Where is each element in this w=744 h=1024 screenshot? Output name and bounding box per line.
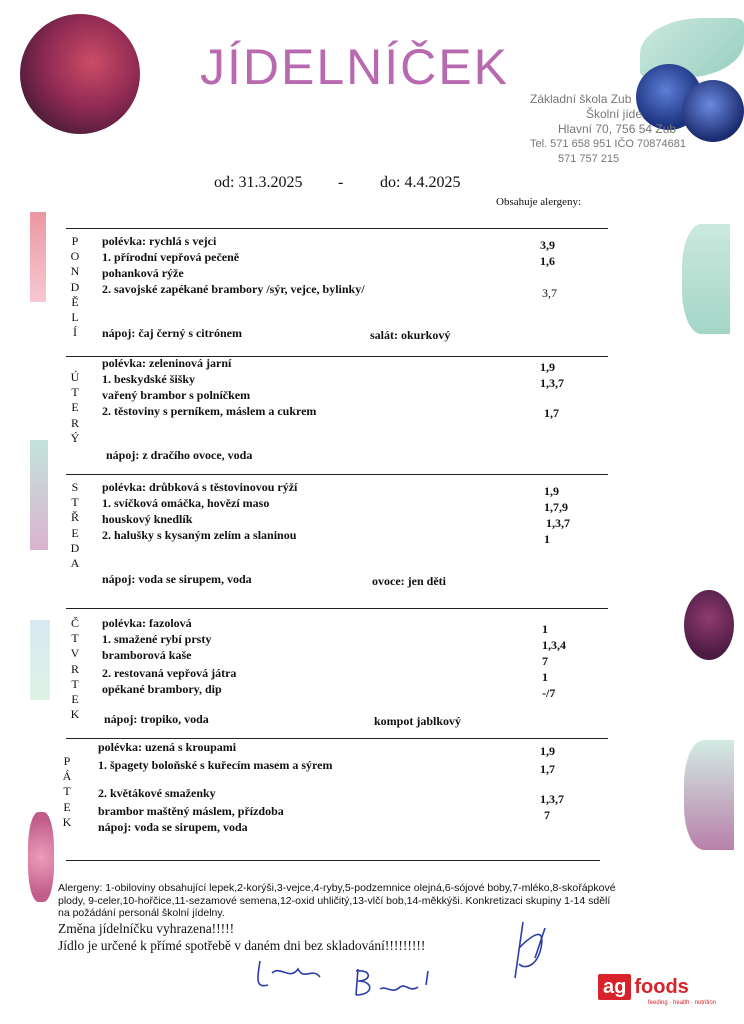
consume-note: Jídlo je určené k přímé spotřebě v daném dni bez skladování!!!!!!!!! (58, 938, 426, 953)
logo-tagline: feeding · health · nutrition (648, 1000, 717, 1006)
allergen-codes: 3,9 (540, 238, 555, 252)
date-from: od: 31.3.2025 (214, 174, 303, 191)
divider (66, 738, 608, 739)
signature-mark (505, 918, 555, 988)
menu-item: pohanková rýže (102, 266, 184, 280)
menu-item: 1. špagety boloňské s kuřecím masem a sýrem (98, 758, 333, 772)
drink: nápoj: z dračího ovoce, voda (106, 448, 253, 462)
leaf-edge-illustration (682, 224, 730, 334)
day-label-tuesday: Ú T E R Ý (70, 370, 80, 445)
fruit-edge-illustration (684, 740, 734, 850)
signature-mark (350, 965, 440, 1001)
divider (66, 608, 608, 609)
divider (66, 860, 600, 861)
page-title: JÍDELNÍČEK (200, 39, 509, 95)
menu-item: 1. smažené rybí prsty (102, 632, 212, 646)
day-label-friday: P Á T E K (62, 754, 72, 829)
allergen-codes: 1,3,7 (540, 792, 564, 806)
signature-mark (250, 955, 330, 995)
allergen-codes: 7 (544, 808, 550, 822)
extra-item: kompot jablkový (374, 714, 462, 728)
allergen-codes: 1,7,9 (544, 500, 568, 514)
menu-item: bramborová kaše (102, 648, 192, 662)
allergen-codes: 1,3,4 (542, 638, 566, 652)
allergen-codes: 1 (542, 670, 548, 684)
stamp-line: Tel. 571 658 951 IČO 70874681 (530, 138, 686, 150)
drink: nápoj: voda se sirupem, voda (102, 572, 252, 586)
extra-item: salát: okurkový (370, 328, 451, 342)
fruit-edge-illustration (30, 440, 48, 550)
stamp-line: 571 757 215 (558, 153, 620, 165)
logo-mark: ag (598, 974, 631, 1000)
menu-item: opékané brambory, dip (102, 682, 222, 696)
date-to: do: 4.4.2025 (380, 174, 461, 191)
menu-item: 2. halušky s kysaným zelím a slaninou (102, 528, 297, 542)
change-note: Změna jídelníčku vyhrazena!!!!! (58, 921, 235, 936)
allergen-codes: 1 (542, 622, 548, 636)
drink: nápoj: voda se sirupem, voda (98, 820, 248, 834)
allergen-codes: 1 (544, 532, 550, 546)
menu-item: 2. savojské zapékané brambory /sýr, vejce, bylinky/ (102, 282, 365, 296)
agfoods-logo (598, 974, 689, 1000)
menu-item: polévka: zeleninová jarní (102, 356, 232, 370)
stamp-line: Školní jíde (586, 107, 643, 121)
menu-item: 1. beskydské šišky (102, 372, 196, 386)
allergen-codes: 1,9 (540, 360, 555, 374)
allergen-codes: 1,7 (540, 762, 555, 776)
allergen-codes: 3,7 (542, 286, 557, 300)
menu-item: brambor maštěný máslem, přízdoba (98, 804, 284, 818)
stamp-line: Základní škola Zub (530, 92, 632, 106)
school-stamp (530, 92, 740, 167)
legend-line: Alergeny: 1-obiloviny obsahující lepek,2-korýši,3-vejce,4-ryby,5-podzemnice olejná,6-sójové boby,7-mléko,8-skořápkové (58, 882, 616, 894)
menu-item: 2. květákové smaženky (98, 786, 216, 800)
stamp-line: Hlavní 70, 756 54 Zub (558, 122, 677, 136)
menu-item: polévka: rychlá s vejci (102, 234, 217, 248)
divider (66, 228, 608, 229)
menu-item: polévka: uzená s kroupami (98, 740, 237, 754)
legend-line: na požádání personál školní jídelny. (58, 907, 225, 919)
menu-item: 1. přírodní vepřová pečeně (102, 250, 240, 264)
day-label-monday: P O N D Ě L Í (70, 234, 80, 340)
allergen-codes: 1,7 (544, 406, 559, 420)
allergen-codes: 1,9 (540, 744, 555, 758)
menu-item: vařený brambor s polníčkem (102, 388, 251, 402)
drink: nápoj: čaj černý s citrónem (102, 326, 242, 340)
plum-edge-illustration (684, 590, 734, 660)
menu-item: polévka: drůbková s těstovinovou rýží (102, 480, 298, 494)
legend-line: plody, 9-celer,10-hořčice,11-sezamové semena,12-oxid uhličitý,13-vlčí bob,14-měkkýši. Konkretizaci skupiny 1-14 sdělí (58, 894, 611, 907)
day-label-thursday: Č T V R T E K (70, 616, 80, 722)
flower-edge-illustration (30, 620, 50, 700)
menu-item: houskový knedlík (102, 512, 193, 526)
menu-item: 2. restovaná vepřová játra (102, 666, 237, 680)
raspberry-edge-illustration (28, 812, 54, 902)
allergen-codes: 1,6 (540, 254, 555, 268)
allergen-codes: -/7 (542, 686, 556, 700)
date-dash: - (338, 174, 344, 191)
plum-illustration (20, 14, 140, 134)
divider (66, 474, 608, 475)
strawberry-edge-illustration (30, 212, 46, 302)
logo-brand: foods (634, 975, 689, 998)
allergens-legend (58, 882, 698, 920)
allergen-codes: 1,3,7 (540, 376, 564, 390)
drink: nápoj: tropiko, voda (104, 712, 209, 726)
allergen-codes: 7 (542, 654, 548, 668)
allergens-header: Obsahuje alergeny: (496, 196, 582, 208)
allergen-codes: 1,9 (544, 484, 559, 498)
menu-item: 2. těstoviny s perníkem, máslem a cukrem (102, 404, 317, 418)
extra-item: ovoce: jen děti (372, 574, 446, 588)
day-label-wednesday: S T Ř E D A (70, 480, 80, 571)
allergen-codes: 1,3,7 (546, 516, 570, 530)
menu-item: polévka: fazolová (102, 616, 192, 630)
menu-item: 1. svíčková omáčka, hovězí maso (102, 496, 270, 510)
